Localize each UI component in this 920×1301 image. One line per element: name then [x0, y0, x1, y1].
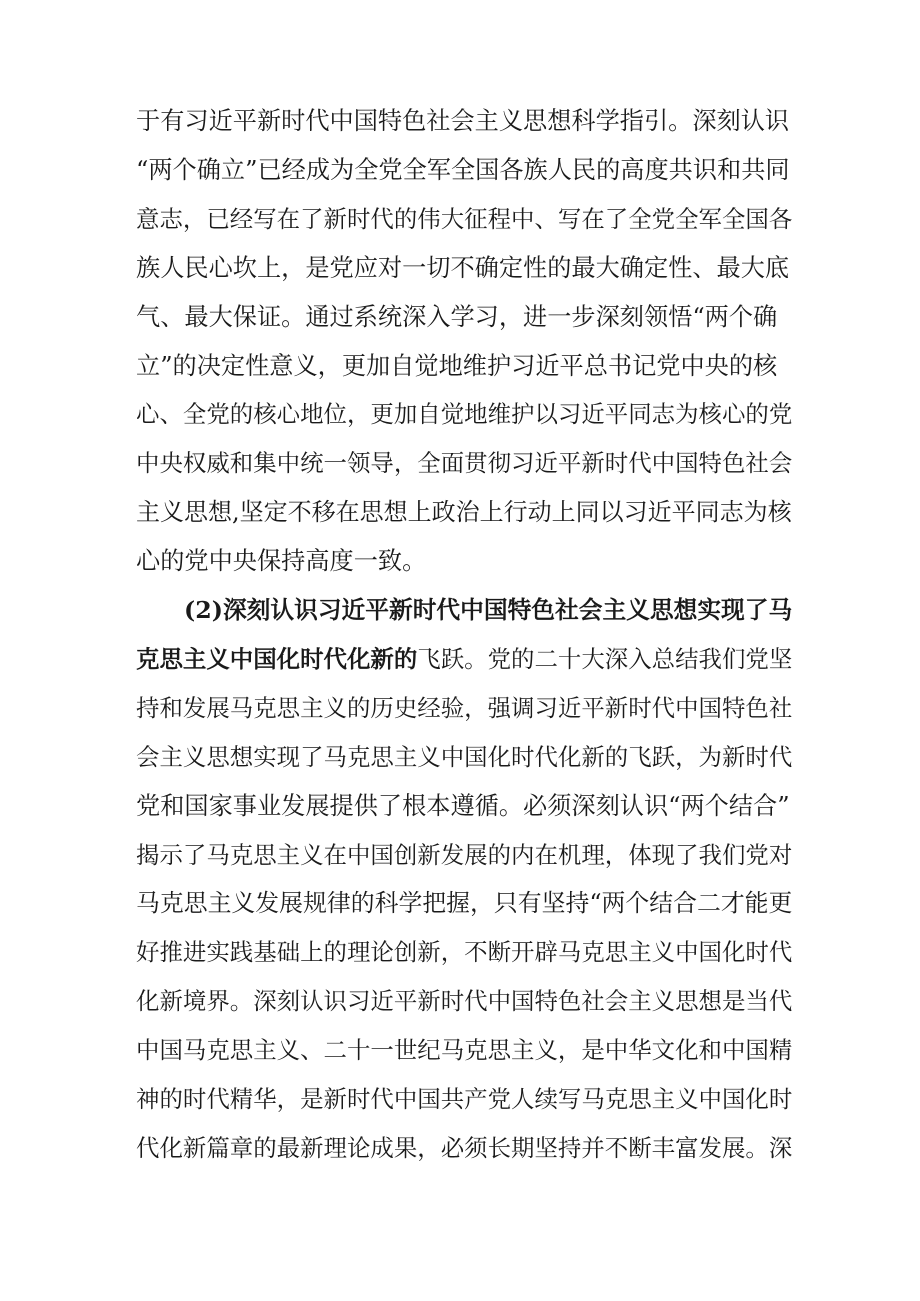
body-text: 化新境界。深刻认识习近平新时代中国特色社会主义思想是当代 [136, 987, 792, 1016]
body-text: 神的时代精华，是新时代中国共产党人续写马克思主义中国化时 [136, 1085, 792, 1113]
text-line [136, 152, 792, 188]
body-text: 气、最大保证。通过系统深入学习，进一步深刻领悟“两个确 [136, 302, 778, 331]
text-line [136, 396, 792, 432]
body-text: 心、全党的核心地位，更加自觉地维护以习近平同志为核心的党 [136, 400, 792, 429]
body-text: 于有习近平新时代中国特色社会主义思想科学指引。深刻认识 [136, 107, 790, 135]
text-line [136, 788, 792, 824]
body-text: 代化新篇章的最新理论成果，必须长期坚持并不断丰富发展。深 [136, 1133, 792, 1162]
body-text: 族人民心坎上，是党应对一切不确定性的最大确定性、最大底 [136, 253, 790, 282]
text-line [136, 885, 792, 921]
text-line [136, 494, 792, 530]
body-text: 立”的决定性意义，更加自觉地维护习近平总书记党中央的核 [136, 351, 778, 380]
text-line [136, 837, 792, 873]
text-line [136, 250, 792, 286]
text-line [136, 299, 792, 335]
body-text: 中央权威和集中统一领导，全面贯彻习近平新时代中国特色社会 [136, 449, 792, 478]
text-line [136, 543, 792, 579]
body-text: 持和发展马克思主义的历史经验，强调习近平新时代中国特色社 [136, 693, 792, 722]
body-text: 中国马克思主义、二十一世纪马克思主义，是中华文化和中国精 [136, 1036, 792, 1065]
body-text: 心的党中央保持高度一致。 [136, 547, 427, 576]
body-text: 党和国家事业发展提供了根本遵循。必须深刻认识“两个结合” [136, 791, 790, 820]
body-text: 飞跃。党的二十大深入总结我们党坚 [417, 644, 792, 673]
text-line [184, 592, 792, 628]
text-line [136, 1130, 792, 1166]
text-line [136, 1032, 792, 1068]
text-line [136, 201, 792, 237]
bold-heading-text: (2)深刻认识习近平新时代中国特色社会主义思想实现了马 [184, 596, 792, 624]
body-text: 意志，已经写在了新时代的伟大征程中、写在了全党全军全国各 [136, 204, 792, 233]
body-text: “两个确立”已经成为全党全军全国各族人民的高度共识和共同 [136, 155, 790, 184]
body-text: 揭示了马克思主义在中国创新发展的内在机理，体现了我们党对 [136, 840, 792, 869]
text-line [136, 1081, 792, 1117]
text-line [136, 445, 792, 481]
text-line [136, 348, 792, 384]
text-line [136, 934, 792, 970]
text-line [136, 983, 792, 1019]
body-text: 好推进实践基础上的理论创新，不断开辟马克思主义中国化时代 [136, 938, 792, 967]
bold-heading-text: 克思主义中国化时代化新的 [136, 644, 418, 673]
body-text: 马克思主义发展规律的科学把握，只有坚持“两个结合二才能更 [136, 889, 792, 918]
text-line [136, 690, 792, 726]
text-line [136, 103, 792, 139]
body-text: 会主义思想实现了马克思主义中国化时代化新的飞跃，为新时代 [136, 742, 792, 771]
text-line [136, 641, 792, 677]
text-line [136, 739, 792, 775]
body-text: 主义思想,坚定不移在思想上政治上行动上同以习近平同志为核 [136, 498, 792, 527]
